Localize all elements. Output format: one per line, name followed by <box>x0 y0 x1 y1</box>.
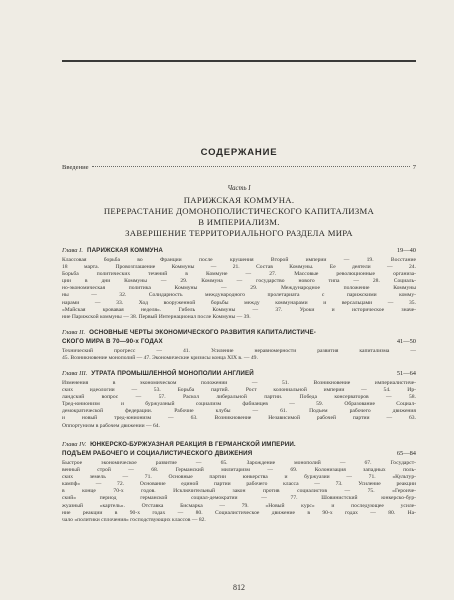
chapter-title: ЮНКЕРСКО-БУРЖУАЗНАЯ РЕАКЦИЯ В ГЕРМАНСКОЙ ИМПЕРИИ. <box>90 441 296 448</box>
part-title <box>62 195 416 239</box>
chapter-pages: 51—64 <box>396 370 416 377</box>
chapter-heading <box>62 243 416 255</box>
chapter-title: ОСНОВНЫЕ ЧЕРТЫ ЭКОНОМИЧЕСКОГО РАЗВИТИЯ КАПИТАЛИСТИЧЕ- <box>89 329 317 336</box>
summary-line: Борьба политических течений в Коммуне — 27. Массовые революционные организа- <box>62 271 416 278</box>
chapter-title: ПАРИЖСКАЯ КОММУНА <box>86 247 164 254</box>
part-title-line: ПАРИЖСКАЯ КОММУНА. <box>183 195 295 205</box>
summary-line: ландский вопрос — 57. Раскол либеральной партии. Победа консерваторов — 58. <box>62 394 416 401</box>
chapter-3[interactable] <box>62 366 416 430</box>
chapter-title: ПОДЪЕМ РАБОЧЕГО И СОЦИАЛИСТИЧЕСКОГО ДВИЖЕНИЯ <box>62 450 253 457</box>
part-title-line: ПЕРЕРАСТАНИЕ ДОМОНОПОЛИСТИЧЕСКОГО КАПИТАЛИЗМА <box>103 206 375 216</box>
chapter-pages: 65—84 <box>396 450 416 457</box>
contents-heading: СОДЕРЖАНИЕ <box>200 147 278 158</box>
summary-line: кампф» — 72. Основание единой партии рабочего класса — 73. Усиление реакции <box>62 481 416 488</box>
summary-line: 45. Возникновение монополий — 47. Экономические кризисы конца XIX в. — 49. <box>62 355 258 362</box>
summary-line: ние реакции в 90-х годах — 80. Социалистическое движение в 90-х годах — 80. На- <box>62 509 416 516</box>
summary-line: Изменения в экономическом положении — 51. Возникновение империалистиче- <box>62 380 416 386</box>
summary-line: Быстрое экономическое развитие — 65. Зарождение монополий — 67. Государст- <box>62 460 416 466</box>
summary-line: ский» период германской социал-демократии — 77. Шовинистский юнкерско-бур- <box>62 495 416 502</box>
chapter-heading <box>62 437 416 458</box>
chapter-heading <box>62 366 416 378</box>
chapter-number: Глава II. <box>62 329 86 336</box>
chapter-pages: 19—40 <box>396 247 416 254</box>
page-number: 812 <box>233 583 245 592</box>
summary-line: и новый тред-юнионизм — 63. Возникновение Независимой рабочей партии — 63. <box>62 415 416 422</box>
summary-line: 18 марта. Провозглашение Коммуны — 21. Состав Коммуны. Ее деятели — 24. <box>62 264 416 271</box>
part-title-line: ЗАВЕРШЕНИЕ ТЕРРИТОРИАЛЬНОГО РАЗДЕЛА МИРА <box>125 228 353 238</box>
chapter-pages: 41—50 <box>396 338 416 345</box>
summary-line: жуазный «картель». Отставка Бисмарка — 79. «Новый курс» и последующее усиле- <box>62 502 416 509</box>
chapter-title: СКОГО МИРА В 70—90-х ГОДАХ <box>62 338 163 345</box>
chapter-summary <box>62 348 416 362</box>
chapter-number: Глава I. <box>62 247 83 254</box>
chapter-2[interactable] <box>62 325 416 362</box>
summary-line: ние Парижской коммуны — 38. Первый Интернационал после Коммуны — 39. <box>62 313 251 320</box>
summary-line: нарами — 33. Ход вооруженной борьбы между коммунарами и версальцами — 35. <box>62 299 416 306</box>
top-rule <box>62 60 416 62</box>
introduction-entry[interactable] <box>62 164 416 171</box>
chapter-4[interactable] <box>62 437 416 524</box>
summary-line: ских идеологии — 53. Борьба партий. Рост колониальной империи — 54. Ир- <box>62 387 416 394</box>
chapter-number: Глава IV. <box>62 441 87 448</box>
summary-line: «Майская кровавая неделя». Гибель Коммуны — 37. Уроки и историческое значе- <box>62 306 416 313</box>
summary-line: но-экономическая политика Коммуны — 29. Международное положение Коммуны <box>62 285 416 292</box>
chapter-summary <box>62 380 416 430</box>
summary-line: ны — 32. Солидарность международного пролетариата с парижскими комму- <box>62 292 416 299</box>
summary-line: демократической федерации. Рабочие клубы — 61. Подъем рабочего движения <box>62 408 416 415</box>
chapter-number: Глава III. <box>62 370 88 377</box>
chapter-title: УТРАТА ПРОМЫШЛЕННОЙ МОНОПОЛИИ АНГЛИЕЙ <box>91 370 254 377</box>
summary-line: Тред-юнионизм и буржуазный социализм фабианцев — 59. Образование Социал- <box>62 401 416 408</box>
summary-line: Технический прогресс — 41. Усиление неравномерности развития капитализма — <box>62 348 416 354</box>
part-title-line: В ИМПЕРИАЛИЗМ. <box>198 217 280 227</box>
introduction-label: Введение <box>62 164 89 171</box>
introduction-page: 7 <box>412 164 416 171</box>
summary-line: венный строй — 68. Германский милитаризм — 69. Колонизация западных поль- <box>62 467 416 474</box>
summary-line: Классовая борьба во Франции после крушения Второй империи — 19. Восстание <box>62 257 416 263</box>
chapter-heading <box>62 325 416 346</box>
summary-line: ских земель — 71. Основные партии юнкерства и буржуазии — 71. «Культур- <box>62 474 416 481</box>
chapter-1[interactable] <box>62 243 416 321</box>
summary-line: ции в дни Коммуны — 29. Коммуна — государство нового типа — 28. Социаль- <box>62 278 416 285</box>
chapter-summary <box>62 257 416 321</box>
summary-line: чало «политики сплочения» господствующих классов — 82. <box>62 516 206 523</box>
chapter-summary <box>62 460 416 524</box>
summary-line: в конце 70-х годов. Исключительный закон против социалистов — 75. «Героиче- <box>62 488 416 495</box>
leader-dots <box>92 166 410 167</box>
part-number: Часть I <box>227 185 251 192</box>
summary-line: Оппортунизм в рабочем движении — 64. <box>62 422 160 429</box>
